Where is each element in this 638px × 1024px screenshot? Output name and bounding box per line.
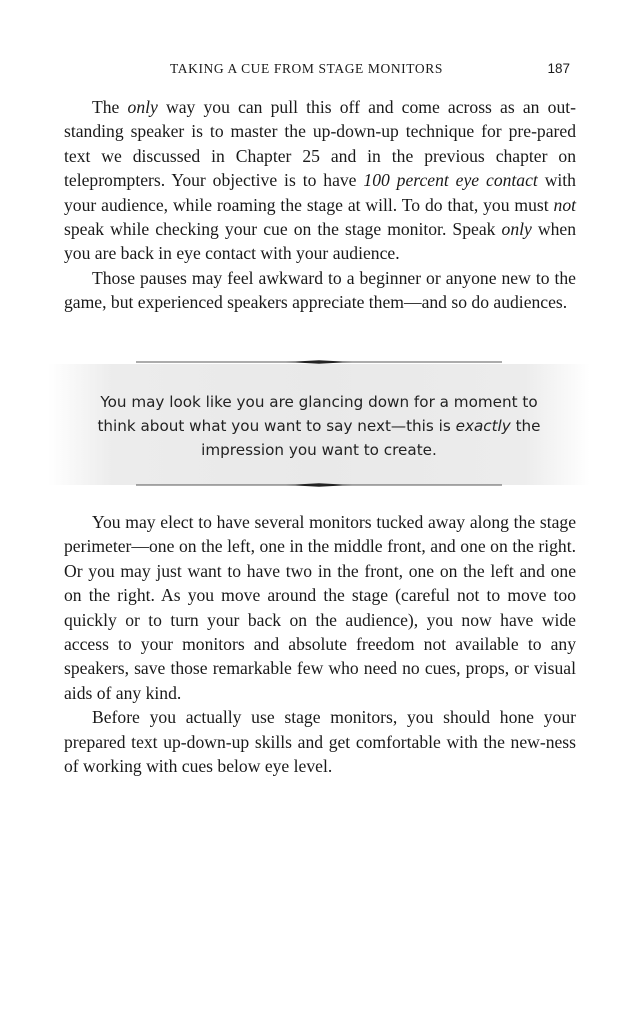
paragraph-1 (64, 95, 576, 266)
running-title: TAKING A CUE FROM STAGE MONITORS (170, 61, 443, 76)
paragraph-2: Those pauses may feel awkward to a beginner or anyone new to the game, but experienced speakers appreciate them—and so do audiences. (64, 267, 576, 313)
body-text-top (64, 95, 576, 315)
paragraph-1-text-e: when you are back in eye contact with your audience. (64, 219, 577, 264)
pullquote-bottom-rule (136, 483, 502, 487)
running-head (64, 61, 576, 81)
pullquote-emphasis: exactly (455, 417, 511, 435)
paragraph-1-text-b: way you can pull this off and come across as an out-standing speaker is to master the up-down-up technique for pre-pared text we discussed in Chapter 25 and in the previous chapter on teleprompters. Your objective is to have (64, 97, 576, 191)
paragraph-1-text-a: The (92, 97, 128, 117)
emphasis-not: not (553, 194, 576, 215)
pullquote (48, 364, 590, 485)
pullquote-top-rule (136, 360, 502, 364)
paragraph-1-text-c: with your audience, while roaming the stage at will. To do that, you must (64, 170, 576, 215)
paragraph-3: You may elect to have several monitors tucked away along the stage perimeter—one on the left, one in the middle front, and one on the right. Or you may just want to have two in the front, one on the left and one on the right. As you move around the stage (careful not to move too quickly or to turn your back on the audience), you now have wide access to your monitors and absolute freedom not available to any speakers, save those remarkable few who need no cues, props, or visual aids of any kind. (64, 512, 576, 703)
paragraph-4: Before you actually use stage monitors, you should hone your prepared text up-down-up skills and get comfortable with the new-ness of working with cues below eye level. (64, 707, 576, 777)
emphasis-only-2: only (501, 219, 532, 240)
page-number: 187 (547, 61, 570, 76)
emphasis-only: only (127, 97, 158, 117)
pullquote-text (88, 390, 550, 462)
pullquote-text-a: You may look like you are glancing down for a moment to think about what you want to say next—this is (97, 393, 538, 435)
pullquote-text-b: the impression you want to create. (201, 417, 541, 459)
emphasis-eye-contact: 100 percent eye contact (363, 170, 538, 191)
paragraph-1-text-d: speak while checking your cue on the stage monitor. Speak (64, 219, 502, 240)
body-text-bottom (64, 510, 576, 778)
